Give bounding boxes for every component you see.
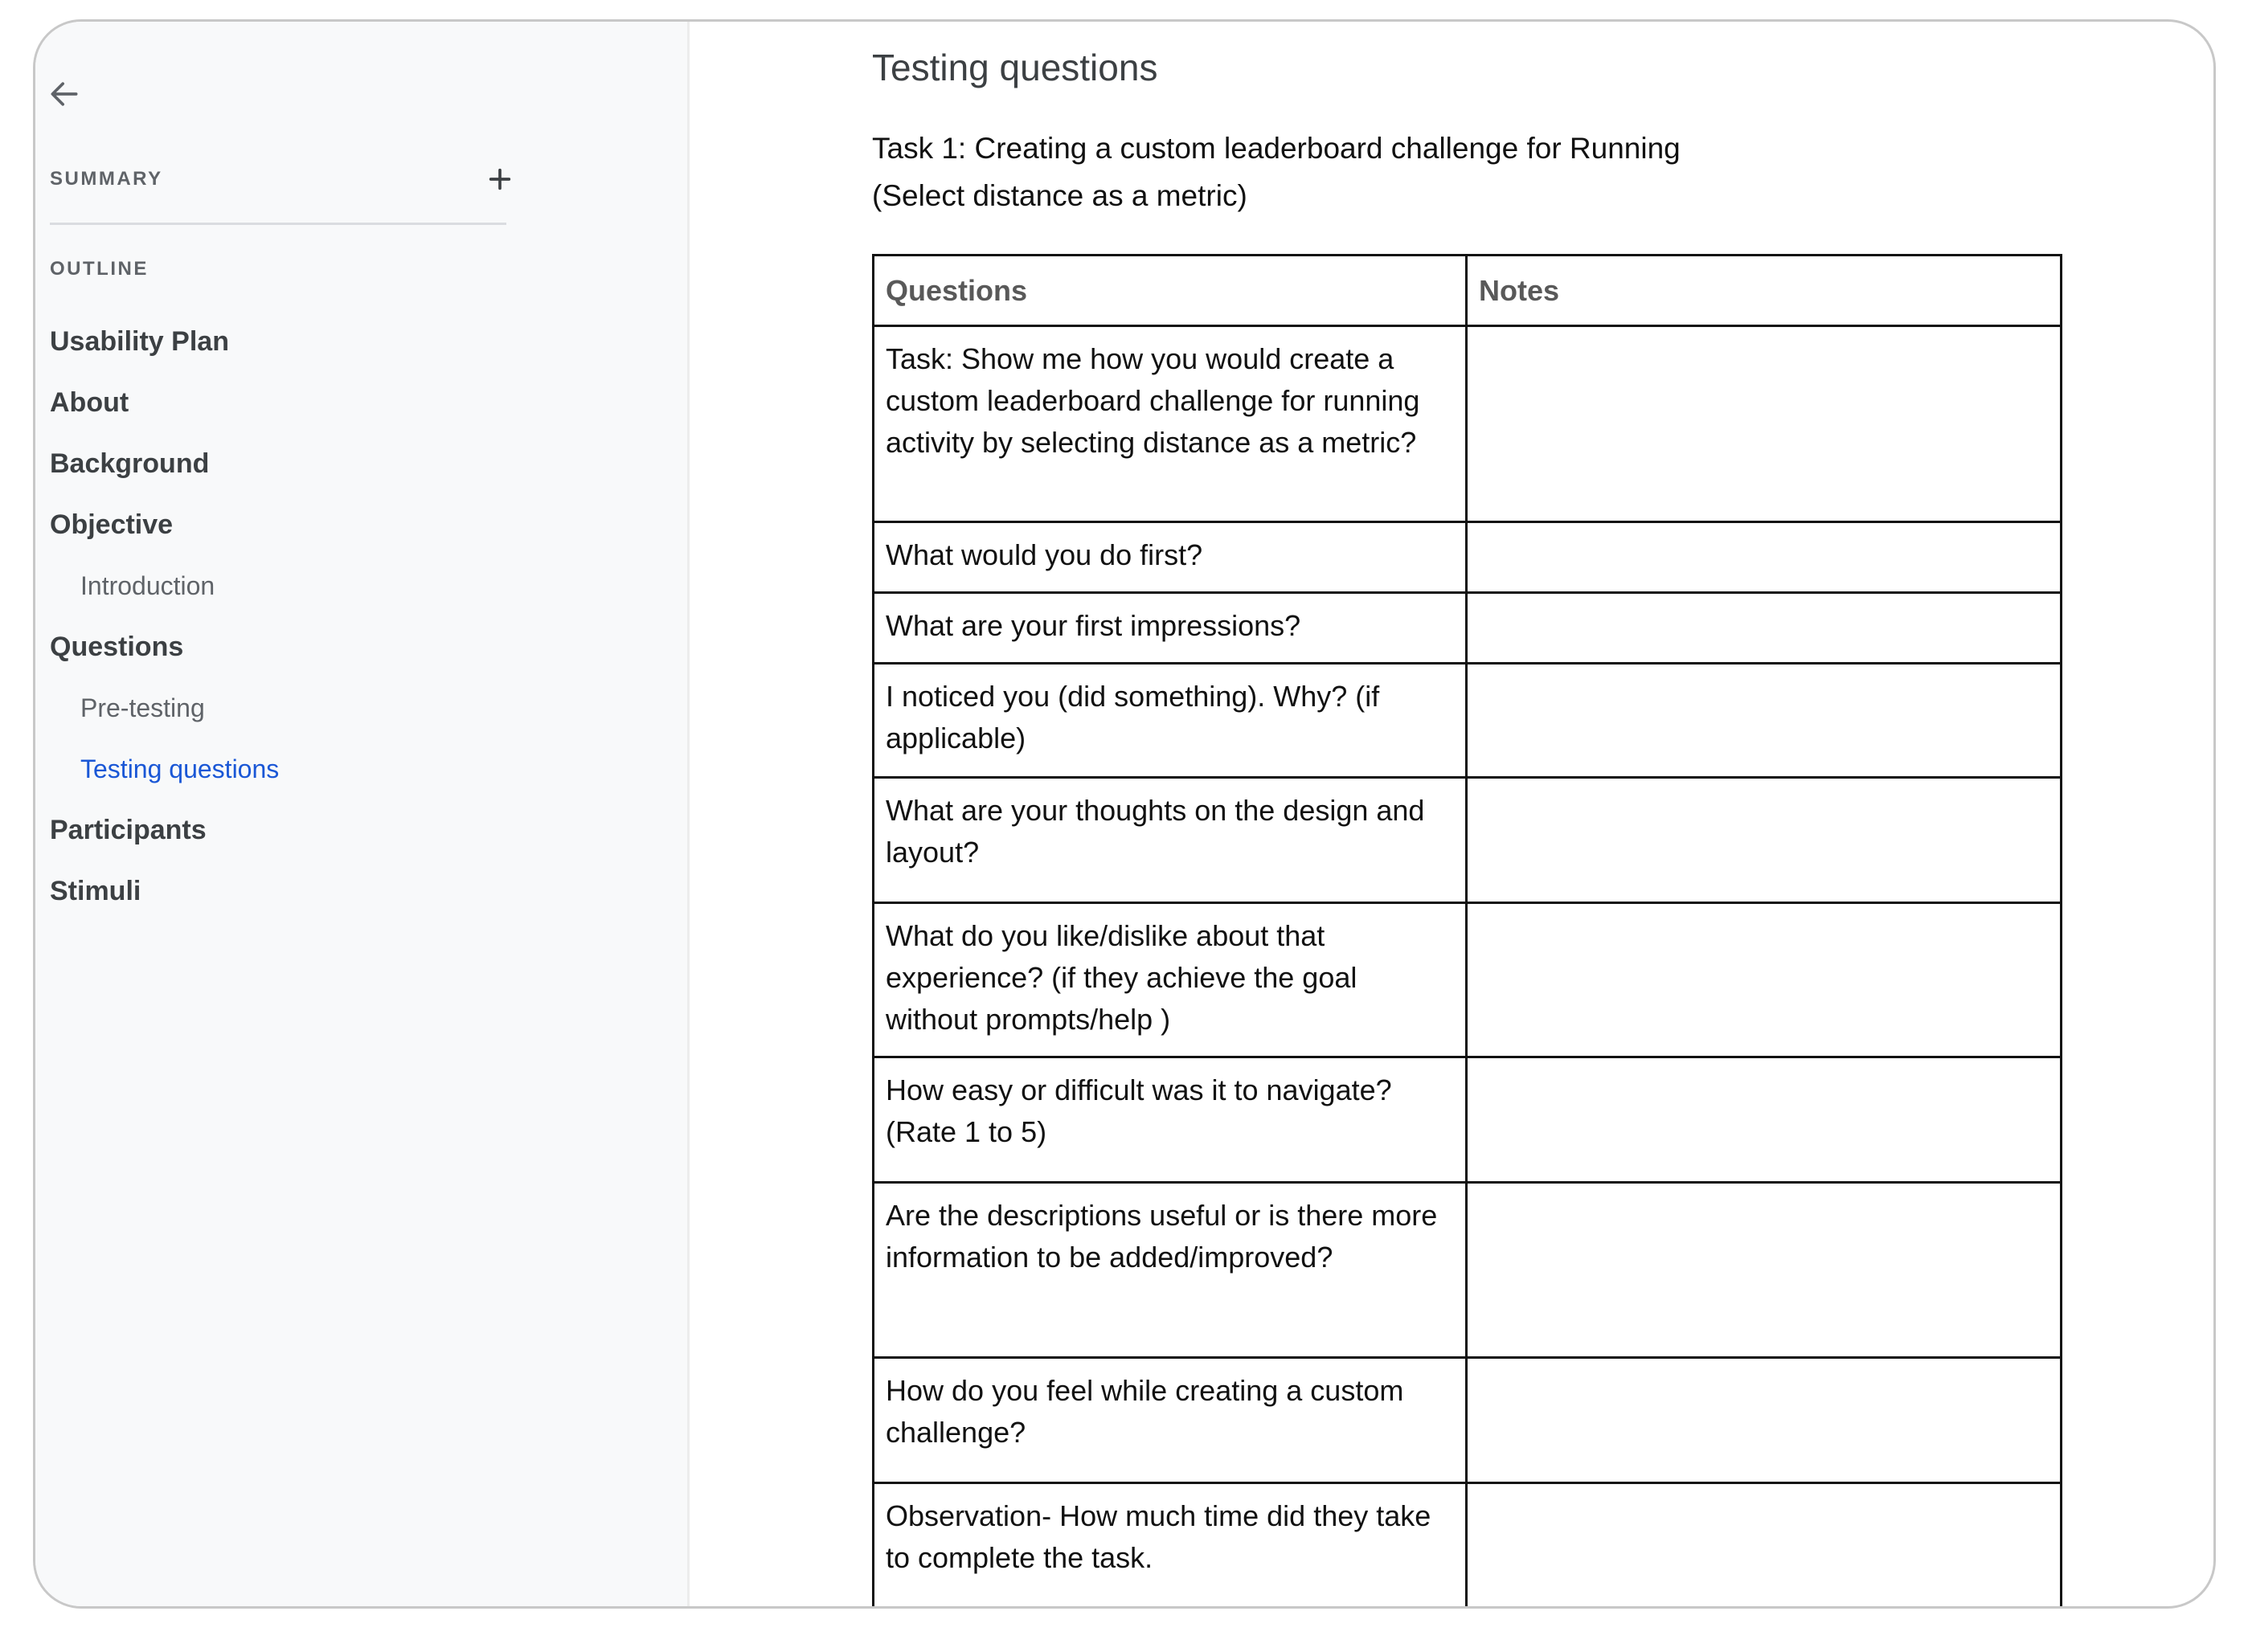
notes-cell[interactable]	[1467, 1483, 2062, 1609]
table-row	[874, 593, 2062, 664]
question-cell: Are the descriptions useful or is there more information to be added/improved?	[874, 1183, 1467, 1358]
summary-label: SUMMARY	[50, 168, 163, 190]
question-cell: How do you feel while creating a custom challenge?	[874, 1358, 1467, 1483]
outline-list	[50, 311, 661, 922]
table-row	[874, 1483, 2062, 1609]
question-cell: What do you like/dislike about that experience? (if they achieve the goal without prompts/help )	[874, 903, 1467, 1057]
outline-item-about[interactable]: About	[50, 386, 129, 418]
question-cell: I noticed you (did something). Why? (if applicable)	[874, 664, 1467, 778]
outline-item-introduction[interactable]: Introduction	[80, 570, 215, 600]
table-row	[874, 664, 2062, 778]
questions-table	[872, 254, 2062, 1609]
table-row	[874, 326, 2062, 522]
notes-cell[interactable]	[1467, 778, 2062, 903]
summary-divider	[50, 223, 506, 225]
question-cell: Task: Show me how you would create a custom leaderboard challenge for running activity by selecting distance as a metric?	[874, 326, 1467, 522]
table-header-row	[874, 256, 2062, 326]
table-row	[874, 1057, 2062, 1183]
notes-cell[interactable]	[1467, 1057, 2062, 1183]
notes-cell[interactable]	[1467, 326, 2062, 522]
table-row	[874, 1183, 2062, 1358]
notes-cell[interactable]	[1467, 593, 2062, 664]
table-row	[874, 903, 2062, 1057]
outline-item-usability-plan[interactable]: Usability Plan	[50, 325, 229, 357]
question-cell: What would you do first?	[874, 522, 1467, 593]
table-row	[874, 778, 2062, 903]
question-cell: What are your first impressions?	[874, 593, 1467, 664]
table-row	[874, 522, 2062, 593]
plus-icon	[486, 166, 514, 193]
notes-cell[interactable]	[1467, 1358, 2062, 1483]
outline-item-testing-questions[interactable]: Testing questions	[80, 754, 280, 783]
outline-item-objective[interactable]: Objective	[50, 509, 174, 540]
page-title: Testing questions	[872, 47, 1158, 88]
notes-cell[interactable]	[1467, 903, 2062, 1057]
table-row	[874, 1358, 2062, 1483]
arrow-left-icon	[47, 76, 82, 112]
outline-item-questions[interactable]: Questions	[50, 631, 184, 662]
notes-cell[interactable]	[1467, 522, 2062, 593]
task-heading: Task 1: Creating a custom leaderboard challenge for Running	[872, 132, 1681, 165]
question-cell: What are your thoughts on the design and layout?	[874, 778, 1467, 903]
questions-column-header: Questions	[874, 256, 1467, 326]
outline-item-background[interactable]: Background	[50, 448, 210, 479]
back-button[interactable]	[42, 72, 87, 117]
notes-column-header: Notes	[1467, 256, 2062, 326]
outline-item-stimuli[interactable]: Stimuli	[50, 875, 141, 906]
task-subheading: (Select distance as a metric)	[872, 179, 1247, 212]
summary-header	[50, 157, 516, 202]
notes-cell[interactable]	[1467, 664, 2062, 778]
document-body	[690, 22, 2213, 1606]
outline-item-pre-testing[interactable]: Pre-testing	[80, 693, 205, 722]
document-window	[33, 19, 2216, 1609]
outline-sidebar	[35, 22, 690, 1606]
question-cell: Observation- How much time did they take to complete the task.	[874, 1483, 1467, 1609]
add-summary-button[interactable]	[477, 157, 522, 202]
notes-cell[interactable]	[1467, 1183, 2062, 1358]
outline-label: OUTLINE	[50, 258, 149, 280]
outline-item-participants[interactable]: Participants	[50, 814, 207, 845]
question-cell: How easy or difficult was it to navigate? (Rate 1 to 5)	[874, 1057, 1467, 1183]
